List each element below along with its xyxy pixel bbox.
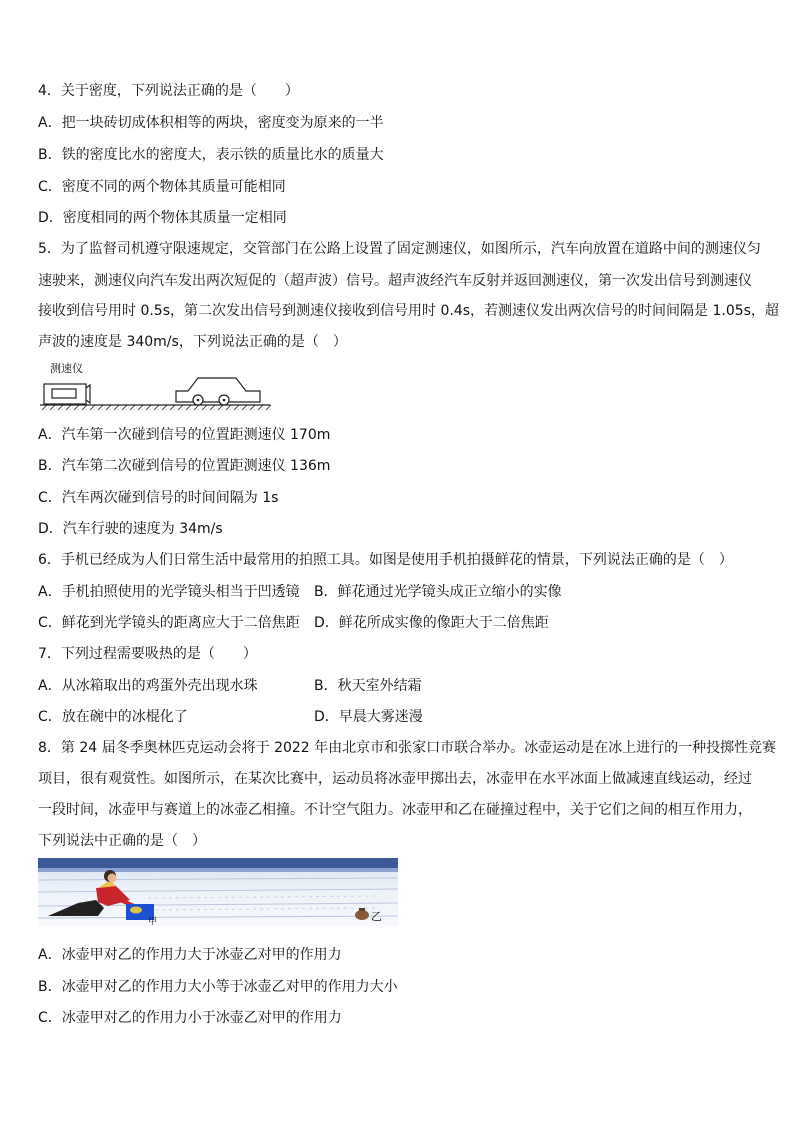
q6-option-d: D．鲜花所成实像的像距大于二倍焦距 — [314, 615, 549, 631]
q7-option-c: C．放在碗中的冰棍化了 — [38, 709, 188, 725]
q5-stem-line-1: 5．为了监督司机遵守限速规定，交管部门在公路上设置了固定测速仪，如图所示，汽车向放置在道路中间的测速仪匀 — [38, 241, 761, 257]
curling-stone-jia-label: 甲 — [148, 917, 158, 926]
q5-stem-line-2: 速驶来，测速仪向汽车发出两次短促的（超声波）信号。超声波经汽车反射并返回测速仪，第一次发出信号到测速仪 — [38, 273, 752, 289]
speed-detector-figure — [38, 358, 273, 418]
q7-option-b: B．秋天室外结霜 — [314, 678, 422, 694]
q8-option-a: A．冰壶甲对乙的作用力大于冰壶乙对甲的作用力 — [38, 947, 342, 963]
curling-scene — [38, 858, 398, 926]
q7-option-a: A．从冰箱取出的鸡蛋外壳出现水珠 — [38, 678, 258, 694]
q6-stem: 6．手机已经成为人们日常生活中最常用的拍照工具。如图是使用手机拍摄鲜花的情景，下列说法正确的是（ ） — [38, 552, 733, 568]
q8-stem-line-2: 项目，很有观赏性。如图所示，在某次比赛中，运动员将冰壶甲掷出去，冰壶甲在水平冰面上做减速直线运动，经过 — [38, 771, 752, 787]
q8-stem-line-4: 下列说法中正确的是（ ） — [38, 833, 206, 849]
q4-option-c: C．密度不同的两个物体其质量可能相同 — [38, 179, 286, 195]
q4-option-d: D．密度相同的两个物体其质量一定相同 — [38, 210, 287, 226]
q7-stem: 7．下列过程需要吸热的是（ ） — [38, 646, 257, 662]
q5-stem-line-3: 接收到信号用时 0.5s，第二次发出信号到测速仪接收到信号用时 0.4s，若测速仪发出两次信号的时间间隔是 1.05s，超 — [38, 303, 779, 319]
q5-stem-line-4: 声波的速度是 340m/s，下列说法正确的是（ ） — [38, 334, 347, 350]
speed-detector-label: 测速仪 — [50, 362, 83, 375]
q4-option-a: A．把一块砖切成体积相等的两块，密度变为原来的一半 — [38, 115, 384, 131]
q6-option-a: A．手机拍照使用的光学镜头相当于凹透镜 — [38, 584, 300, 600]
q6-option-b: B．鲜花通过光学镜头成正立缩小的实像 — [314, 584, 562, 600]
q5-option-b: B．汽车第二次碰到信号的位置距测速仪 136m — [38, 458, 331, 474]
q8-stem-line-1: 8．第 24 届冬季奥林匹克运动会将于 2022 年由北京市和张家口市联合举办。冰壶运动是在冰上进行的一种投掷性竞赛 — [38, 740, 777, 756]
curling-stone-yi-label: 乙 — [371, 910, 382, 923]
curling-photo — [38, 858, 398, 926]
q5-option-a: A．汽车第一次碰到信号的位置距测速仪 170m — [38, 427, 331, 443]
q8-option-c: C．冰壶甲对乙的作用力小于冰壶乙对甲的作用力 — [38, 1010, 342, 1026]
q7-option-d: D．早晨大雾迷漫 — [314, 709, 423, 725]
q5-option-c: C．汽车两次碰到信号的时间间隔为 1s — [38, 490, 279, 506]
q5-option-d: D．汽车行驶的速度为 34m/s — [38, 521, 223, 537]
q8-stem-line-3: 一段时间，冰壶甲与赛道上的冰壶乙相撞。不计空气阻力。冰壶甲和乙在碰撞过程中，关于它们之间的相互作用力， — [38, 802, 752, 818]
q4-option-b: B．铁的密度比水的密度大，表示铁的质量比水的质量大 — [38, 147, 384, 163]
q4-stem: 4．关于密度，下列说法正确的是（ ） — [38, 83, 299, 99]
q8-option-b: B．冰壶甲对乙的作用力大小等于冰壶乙对甲的作用力大小 — [38, 979, 398, 995]
speed-detector-drawing — [38, 358, 273, 418]
q6-option-c: C．鲜花到光学镜头的距离应大于二倍焦距 — [38, 615, 300, 631]
